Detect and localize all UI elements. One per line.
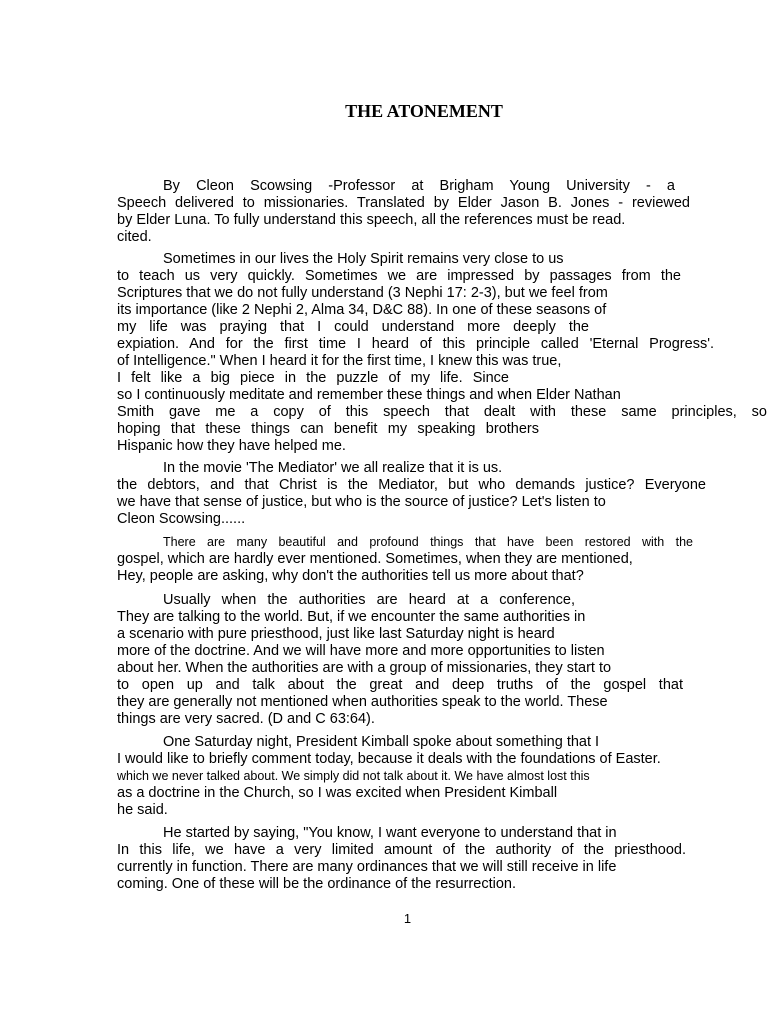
text-line: cited. [117,229,152,245]
text-line: Sometimes in our lives the Holy Spirit remains very close to us [163,251,564,267]
text-line: By Cleon Scowsing -Professor at Brigham Young University - a [163,178,675,194]
paragraph-president-kimball [117,734,768,819]
text-line: expiation. And for the first time I heard of this principle called 'Eternal Progress'. [117,336,714,352]
text-line: hoping that these things can benefit my speaking brothers [117,421,539,437]
text-line: the debtors, and that Christ is the Mediator, but who demands justice? Everyone [117,477,706,493]
text-line: They are talking to the world. But, if we encounter the same authorities in [117,609,586,625]
text-line: we have that sense of justice, but who is the source of justice? Let's listen to [117,494,606,510]
text-line: so I continuously meditate and remember these things and when Elder Nathan [117,387,621,403]
text-line: of Intelligence." When I heard it for the first time, I knew this was true, [117,353,562,369]
text-line: Scriptures that we do not fully understand (3 Nephi 17: 2-3), but we feel from [117,285,608,301]
text-line: its importance (like 2 Nephi 2, Alma 34, D&C 88). In one of these seasons of [117,302,607,318]
text-line: In this life, we have a very limited amount of the authority of the priesthood. [117,842,686,858]
text-line: they are generally not mentioned when authorities speak to the world. These [117,694,608,710]
text-line: coming. One of these will be the ordinance of the resurrection. [117,876,516,892]
text-line: One Saturday night, President Kimball spoke about something that I [163,734,600,750]
paragraph-holy-spirit [117,251,768,455]
text-line: which we never talked about. We simply did not talk about it. We have almost lost this [117,769,590,783]
text-line: my life was praying that I could understand more deeply the [117,319,589,335]
page-number: 1 [403,911,412,926]
text-line: by Elder Luna. To fully understand this speech, all the references must be read. [117,212,626,228]
text-line: gospel, which are hardly ever mentioned. Sometimes, when they are mentioned, [117,551,633,567]
text-line: a scenario with pure priesthood, just like last Saturday night is heard [117,626,555,642]
text-line: He started by saying, "You know, I want everyone to understand that in [163,825,617,841]
text-line: There are many beautiful and profound things that have been restored with the [163,535,693,549]
text-line: Hey, people are asking, why don't the authorities tell us more about that? [117,568,584,584]
paragraph-authorities [117,592,768,728]
text-line: Smith gave me a copy of this speech that dealt with these same principles, so [117,404,767,420]
text-line: as a doctrine in the Church, so I was excited when President Kimball [117,785,558,801]
text-line: Usually when the authorities are heard at a conference, [163,592,575,608]
text-line: I felt like a big piece in the puzzle of my life. Since [117,370,509,386]
paragraph-author-intro [117,178,768,246]
text-line: things are very sacred. (D and C 63:64). [117,711,375,727]
text-line: Cleon Scowsing...... [117,511,246,527]
text-line: he said. [117,802,168,818]
text-line: Hispanic how they have helped me. [117,438,346,454]
text-line: about her. When the authorities are with a group of missionaries, they start to [117,660,612,676]
text-line: to open up and talk about the great and deep truths of the gospel that [117,677,683,693]
text-line: In the movie 'The Mediator' we all realize that it is us. [163,460,503,476]
paragraph-restored-things [117,534,768,585]
text-line: I would like to briefly comment today, because it deals with the foundations of Easter. [117,751,661,767]
paragraph-mediator [117,460,768,528]
text-line: Speech delivered to missionaries. Translated by Elder Jason B. Jones - reviewed [117,195,690,211]
text-line: more of the doctrine. And we will have more and more opportunities to listen [117,643,605,659]
text-line: currently in function. There are many ordinances that we will still receive in life [117,859,617,875]
text-line: to teach us very quickly. Sometimes we are impressed by passages from the [117,268,681,284]
document-title: THE ATONEMENT [345,101,503,121]
paragraph-priesthood [117,825,768,893]
